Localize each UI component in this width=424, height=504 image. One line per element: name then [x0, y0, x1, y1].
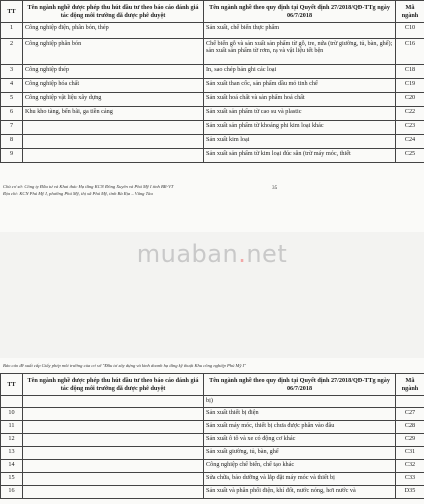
table-row [1, 473, 424, 486]
decision-industry-cell: Chế biến gỗ và sản xuất sản phẩm từ gỗ, tre, nứa (trừ giường, tủ, bàn, ghế); sản xuất sản phẩm từ rơm, rạ và vật liệu tết bện [204, 39, 396, 65]
decision-industry-cell: Sản xuất và phân phối điện, khí đốt, nước nóng, hơi nước và [204, 486, 396, 499]
header-industry-decision: Tên ngành nghề theo quy định tại Quyết định 27/2018/QĐ-TTg ngày 06/7/2018 [204, 1, 396, 23]
header-industry-decision: Tên ngành nghề theo quy định tại Quyết định 27/2018/QĐ-TTg ngày 06/7/2018 [204, 374, 396, 396]
industry-table-page-1 [0, 0, 424, 163]
approved-industry-cell [23, 421, 204, 434]
decision-industry-cell: Sửa chữa, bảo dưỡng và lắp đặt máy móc và thiết bị [204, 473, 396, 486]
header-industry-approved: Tên ngành nghề được phép thu hút đầu tư theo báo cáo đánh giá tác động môi trường đã được phê duyệt [23, 1, 204, 23]
approved-industry-cell [23, 396, 204, 408]
row-number-cell: 11 [1, 421, 23, 434]
decision-industry-cell: Sản xuất hoá chất và sản phẩm hoá chất [204, 93, 396, 107]
table-row [1, 23, 424, 39]
industry-code-cell: C28 [396, 421, 424, 434]
row-number-cell: 6 [1, 107, 23, 121]
row-number-cell: 9 [1, 149, 23, 163]
approved-industry-cell [23, 486, 204, 499]
table-row [1, 486, 424, 499]
industry-code-cell: C23 [396, 121, 424, 135]
table-row [1, 408, 424, 421]
industry-code-cell: C19 [396, 79, 424, 93]
decision-industry-cell: Sản xuất kim loại [204, 135, 396, 149]
approved-industry-cell: Công nghiệp thép [23, 65, 204, 79]
watermark-logo: muaban.net [136, 240, 288, 268]
approved-industry-cell: Khu kho tàng, bến bãi, ga tiền cảng [23, 107, 204, 121]
table-row [1, 460, 424, 473]
row-number-cell: 4 [1, 79, 23, 93]
approved-industry-cell: Công nghiệp phân bón [23, 39, 204, 65]
approved-industry-cell [23, 447, 204, 460]
row-number-cell: 16 [1, 486, 23, 499]
table-row [1, 396, 424, 408]
row-number-cell: 10 [1, 408, 23, 421]
row-number-cell: 3 [1, 65, 23, 79]
row-number-cell [1, 396, 23, 408]
table-row [1, 39, 424, 65]
table-row [1, 93, 424, 107]
industry-code-cell: C27 [396, 408, 424, 421]
decision-industry-cell: Sản xuất, chế biến thực phẩm [204, 23, 396, 39]
industry-code-cell: C18 [396, 65, 424, 79]
row-number-cell: 14 [1, 460, 23, 473]
row-number-cell: 12 [1, 434, 23, 447]
industry-code-cell: C24 [396, 135, 424, 149]
approved-industry-cell: Công nghiệp vật liệu xây dựng [23, 93, 204, 107]
page-number: 35 [272, 185, 278, 191]
row-number-cell: 5 [1, 93, 23, 107]
table-row [1, 421, 424, 434]
approved-industry-cell [23, 473, 204, 486]
industry-code-cell: C25 [396, 149, 424, 163]
industry-code-cell: D35 [396, 486, 424, 499]
decision-industry-cell: Sản xuất ô tô và xe có động cơ khác [204, 434, 396, 447]
row-number-cell: 7 [1, 121, 23, 135]
document-page-1 [0, 0, 424, 232]
document-page-2 [0, 358, 424, 504]
decision-industry-cell: Sản xuất sản phẩm từ khoáng phi kim loại khác [204, 121, 396, 135]
row-number-cell: 1 [1, 23, 23, 39]
footnote-owner: Chủ cơ sở: Công ty Đầu tư và Khai thác Hạ tầng KCN Đông Xuyên và Phú Mỹ I tỉnh BR-VT [3, 184, 174, 189]
row-number-cell: 15 [1, 473, 23, 486]
industry-code-cell: C31 [396, 447, 424, 460]
table-row [1, 149, 424, 163]
industry-code-cell: C20 [396, 93, 424, 107]
industry-code-cell [396, 396, 424, 408]
industry-code-cell: C10 [396, 23, 424, 39]
industry-code-cell: C32 [396, 460, 424, 473]
industry-code-cell: C29 [396, 434, 424, 447]
industry-table-page-2 [0, 373, 424, 499]
decision-industry-cell: Sản xuất máy móc, thiết bị chưa được phân vào đâu [204, 421, 396, 434]
decision-industry-cell: Sản xuất sản phẩm từ kim loại đúc sẵn (trừ máy móc, thiết [204, 149, 396, 163]
decision-industry-cell: Sản xuất giường, tủ, bàn, ghế [204, 447, 396, 460]
table-row [1, 135, 424, 149]
approved-industry-cell: Công nghiệp hóa chất [23, 79, 204, 93]
decision-industry-cell: Công nghiệp chế biến, chế tạo khác [204, 460, 396, 473]
row-number-cell: 2 [1, 39, 23, 65]
decision-industry-cell: In, sao chép bản ghi các loại [204, 65, 396, 79]
decision-industry-cell: Sản xuất than cốc, sản phẩm dầu mỏ tinh chế [204, 79, 396, 93]
table-row [1, 79, 424, 93]
header-industry-approved: Tên ngành nghề được phép thu hút đầu tư theo báo cáo đánh giá tác động môi trường đã được phê duyệt [23, 374, 204, 396]
table-row [1, 121, 424, 135]
table-row [1, 107, 424, 121]
header-tt: TT [1, 1, 23, 23]
footnote-address: Địa chỉ: KCN Phú Mỹ I, phường Phú Mỹ, thị xã Phú Mỹ, tỉnh Bà Rịa – Vũng Tàu [3, 191, 153, 196]
industry-code-cell: C16 [396, 39, 424, 65]
row-number-cell: 13 [1, 447, 23, 460]
approved-industry-cell [23, 135, 204, 149]
table-row [1, 65, 424, 79]
header-code: Mã ngành [396, 1, 424, 23]
decision-industry-cell: bị) [204, 396, 396, 408]
decision-industry-cell: Sản xuất sản phẩm từ cao su và plastic [204, 107, 396, 121]
approved-industry-cell [23, 149, 204, 163]
approved-industry-cell [23, 434, 204, 447]
approved-industry-cell [23, 121, 204, 135]
approved-industry-cell: Công nghiệp điện, phân bón, thép [23, 23, 204, 39]
row-number-cell: 8 [1, 135, 23, 149]
table-row [1, 447, 424, 460]
table-row [1, 434, 424, 447]
industry-code-cell: C22 [396, 107, 424, 121]
industry-code-cell: C33 [396, 473, 424, 486]
page-2-header-note: Báo cáo đề xuất cấp Giấy phép môi trường của cơ sở "Đầu tư xây dựng và kinh doanh hạ tầng kỹ thuật Khu công nghiệp Phú Mỹ I" [3, 363, 247, 368]
header-tt: TT [1, 374, 23, 396]
header-code: Mã ngành [396, 374, 424, 396]
approved-industry-cell [23, 408, 204, 421]
decision-industry-cell: Sản xuất thiết bị điện [204, 408, 396, 421]
approved-industry-cell [23, 460, 204, 473]
